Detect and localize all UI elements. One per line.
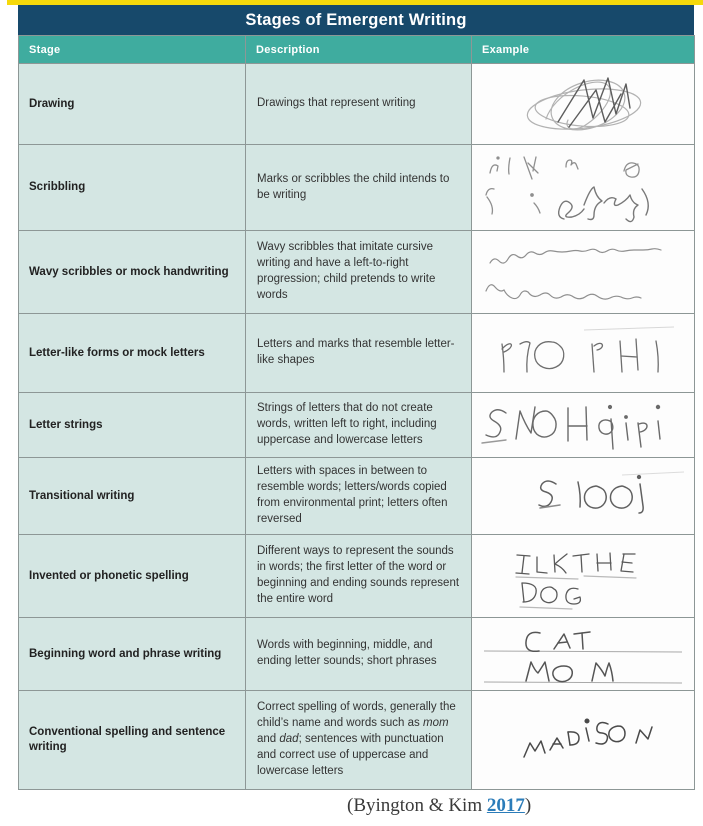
description-cell: Wavy scribbles that imitate cursive writing and have a left-to-right progression; child pretends to write words <box>246 231 472 314</box>
table-row <box>19 393 695 458</box>
stage-cell: Conventional spelling and sentence writing <box>19 691 246 790</box>
description-cell: Letters with spaces in between to resemble words; letters/words copied from environmental print; letters often reversed <box>246 458 472 535</box>
example-cell <box>472 393 695 458</box>
example-cell <box>472 535 695 618</box>
table-row <box>19 458 695 535</box>
stage-cell: Scribbling <box>19 145 246 231</box>
table-row <box>19 535 695 618</box>
stage-cell: Invented or phonetic spelling <box>19 535 246 618</box>
header-row <box>19 36 695 64</box>
table-row <box>19 64 695 145</box>
stage-cell: Letter-like forms or mock letters <box>19 314 246 393</box>
beginning-words-sample-icon <box>472 618 694 690</box>
citation-suffix: ) <box>524 795 532 816</box>
description-text: and <box>257 733 280 746</box>
stage-cell: Beginning word and phrase writing <box>19 618 246 691</box>
description-cell: Marks or scribbles the child intends to be writing <box>246 145 472 231</box>
table-row <box>19 618 695 691</box>
wavy-scribbles-sample-icon <box>472 231 694 313</box>
description-cell: Drawings that represent writing <box>246 64 472 145</box>
letter-like-forms-sample-icon <box>472 314 694 392</box>
transitional-writing-sample-icon <box>472 458 694 534</box>
example-cell <box>472 231 695 314</box>
description-cell: Different ways to represent the sounds in words; the first letter of the word or beginning and ending sounds represent the entire word <box>246 535 472 618</box>
citation <box>347 795 531 817</box>
description-cell: Strings of letters that do not create words, written left to right, including uppercase and lowercase letters <box>246 393 472 458</box>
description-text: Correct spelling of words, generally the child’s name and words such as <box>257 701 456 730</box>
table-row <box>19 314 695 393</box>
italic-word-mom: mom <box>423 717 449 730</box>
stage-cell: Drawing <box>19 64 246 145</box>
letter-strings-sample-icon <box>472 393 694 457</box>
column-header-example: Example <box>472 36 695 64</box>
stage-cell: Transitional writing <box>19 458 246 535</box>
example-cell <box>472 314 695 393</box>
description-cell: Words with beginning, middle, and ending letter sounds; short phrases <box>246 618 472 691</box>
description-text: ; sentences with punctuation and correct use of uppercase and lowercase letters <box>257 733 444 777</box>
description-cell <box>246 691 472 790</box>
example-cell <box>472 618 695 691</box>
citation-year-link[interactable]: 2017 <box>486 795 525 816</box>
table-row <box>19 691 695 790</box>
column-header-description: Description <box>246 36 472 64</box>
invented-spelling-sample-icon <box>472 535 694 617</box>
scribbling-sample-icon <box>472 145 694 230</box>
example-cell <box>472 64 695 145</box>
table-row <box>19 231 695 314</box>
conventional-spelling-sample-icon <box>472 691 694 789</box>
drawing-scribble-sample-icon <box>472 64 694 144</box>
column-header-stage: Stage <box>19 36 246 64</box>
description-cell: Letters and marks that resemble letter-like shapes <box>246 314 472 393</box>
example-cell <box>472 458 695 535</box>
example-cell <box>472 145 695 231</box>
italic-word-dad: dad <box>279 733 299 746</box>
stage-cell: Letter strings <box>19 393 246 458</box>
table-title: Stages of Emergent Writing <box>18 5 694 35</box>
stage-cell: Wavy scribbles or mock handwriting <box>19 231 246 314</box>
citation-prefix: (Byington & Kim <box>347 795 487 816</box>
stages-table <box>18 5 694 790</box>
example-cell <box>472 691 695 790</box>
table-row <box>19 145 695 231</box>
